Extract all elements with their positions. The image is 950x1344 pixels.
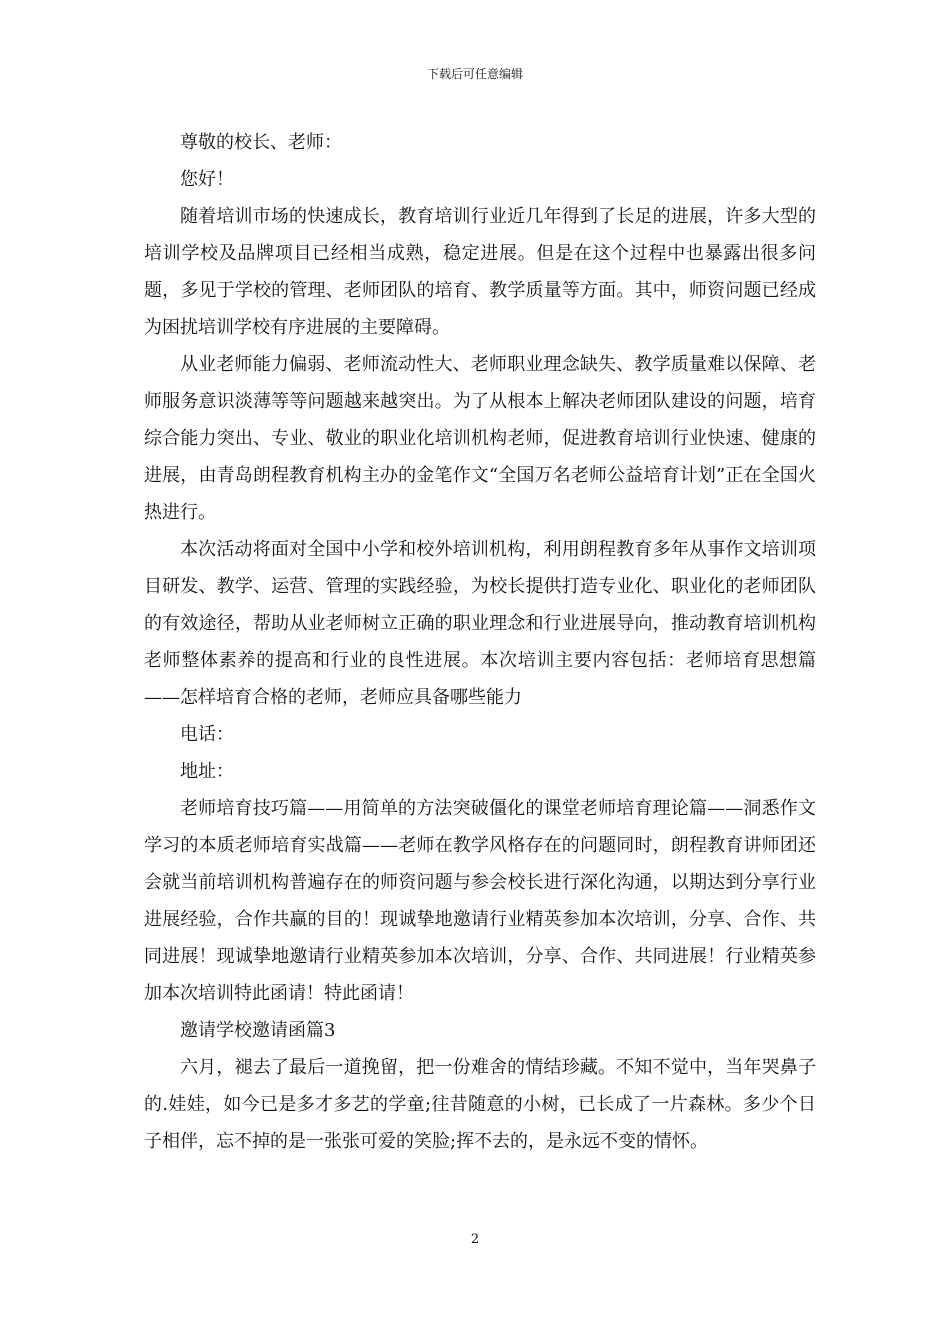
hello-line: 您好！ [180,169,234,190]
body-paragraph: 老师培育技巧篇——用简单的方法突破僵化的课堂老师培育理论篇——洞悉作文学习的本质老师培育实战篇——老师在教学风格存在的问题同时，朗程教育讲师团还会就当前培训机构普遍存在的师资问题与参会校长进行深化沟通，以期达到分享行业进展经验，合作共赢的目的！现诚挚地邀请行业精英参加本次培训，分享、合作、共同进展！现诚挚地邀请行业精英参加本次培训，分享、合作、共同进展！行业精英参加本次培训特此函请！特此函请！ [144,798,816,1004]
body-paragraph: 本次活动将面对全国中小学和校外培训机构，利用朗程教育多年从事作文培训项目研发、教学、运营、管理的实践经验，为校长提供打造专业化、职业化的老师团队的有效途径，帮助从业老师树立正确的职业理念和行业进展导向，推动教育培训机构老师整体素养的提高和行业的良性进展。本次培训主要内容包括：老师培育思想篇——怎样培育合格的老师，老师应具备哪些能力 [144,539,816,708]
page-header: 下载后可任意编辑 [426,67,523,81]
body-paragraph: 随着培训市场的快速成长，教育培训行业近几年得到了长足的进展，许多大型的培训学校及品牌项目已经相当成熟，稳定进展。但是在这个过程中也暴露出很多问题，多见于学校的管理、老师团队的培育、教学质量等方面。其中，师资问题已经成为困扰培训学校有序进展的主要障碍。 [144,206,816,338]
page-number: 2 [470,1232,480,1247]
section-title: 邀请学校邀请函篇3 [180,1020,336,1041]
body-paragraph: 从业老师能力偏弱、老师流动性大、老师职业理念缺失、教学质量难以保障、老师服务意识淡薄等等问题越来越突出。为了从根本上解决老师团队建设的问题，培育综合能力突出、专业、敬业的职业化培训机构老师，促进教育培训行业快速、健康的进展，由青岛朗程教育机构主办的金笔作文“全国万名老师公益培育计划”正在全国火热进行。 [144,354,816,523]
phone-line: 电话： [180,724,234,745]
document-body [144,124,816,1160]
greeting-line: 尊敬的校长、老师： [180,132,342,153]
body-paragraph: 六月，褪去了最后一道挽留，把一份难舍的情结珍藏。不知不觉中，当年哭鼻子的.娃娃，如今已是多才多艺的学童;往昔随意的小树，已长成了一片森林。多少个日子相伴，忘不掉的是一张张可爱的笑脸;挥不去的，是永远不变的情怀。 [144,1057,816,1152]
address-line: 地址： [180,761,234,782]
